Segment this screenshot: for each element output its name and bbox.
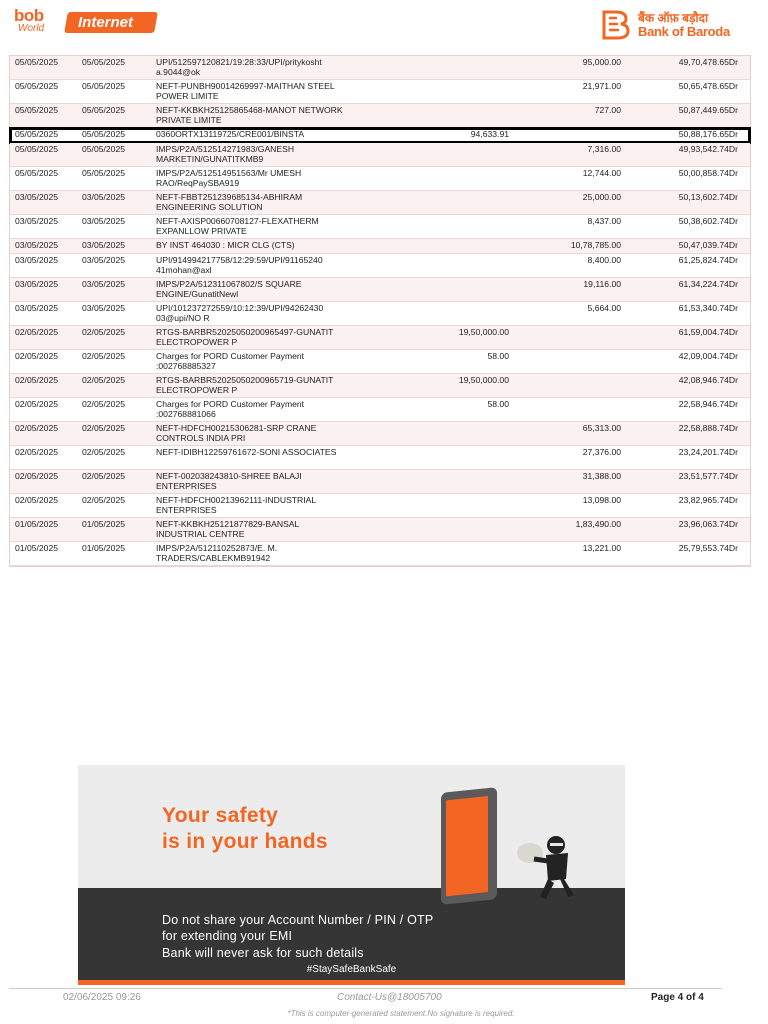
txn-credit: 8,437.00 (587, 216, 621, 226)
txn-balance: 23,24,201.74Dr (678, 447, 738, 457)
footer-generated-at: 02/06/2025 09:26 (63, 992, 141, 1003)
txn-credit: 8,400.00 (587, 255, 621, 265)
txn-credit: 31,388.00 (582, 471, 621, 481)
txn-balance: 50,00,858.74Dr (678, 168, 738, 178)
txn-description: UPI/914994217758/12:29:59/UPI/91165240 41mohan@axl (156, 255, 323, 275)
brand-internet-label: Internet (78, 14, 134, 31)
txn-description: IMPS/P2A/512110252873/E. M. TRADERS/CABLEKMB91942 (156, 543, 278, 563)
table-row (10, 446, 750, 470)
txn-value-date: 02/05/2025 (82, 399, 126, 409)
txn-credit: 95,000.00 (582, 57, 621, 67)
txn-description: NEFT-IDIBH12259761672-SONI ASSOCIATES (156, 447, 337, 457)
banner-line3: Bank will never ask for such details (162, 946, 364, 960)
txn-value-date: 05/05/2025 (82, 81, 126, 91)
txn-credit: 10,78,785.00 (570, 240, 621, 250)
txn-date: 02/05/2025 (15, 375, 59, 385)
txn-balance: 50,65,478.65Dr (678, 81, 738, 91)
table-row (10, 167, 750, 191)
txn-balance: 50,88,176.65Dr (678, 129, 738, 139)
txn-description: BY INST 464030 : MICR CLG (CTS) (156, 240, 295, 250)
txn-description: UPI/101237272559/10:12:39/UPI/94262430 03@upi/NO R (156, 303, 324, 323)
txn-value-date: 05/05/2025 (82, 168, 126, 178)
txn-balance: 50,87,449.65Dr (678, 105, 738, 115)
banner-orange-stripe (78, 980, 625, 985)
txn-credit: 12,744.00 (582, 168, 621, 178)
table-row (10, 191, 750, 215)
txn-date: 03/05/2025 (15, 255, 59, 265)
table-row (10, 542, 750, 566)
table-row (10, 326, 750, 350)
brand-bob: bob (14, 6, 44, 25)
txn-balance: 61,53,340.74Dr (678, 303, 738, 313)
txn-balance: 42,09,004.74Dr (678, 351, 738, 361)
txn-value-date: 05/05/2025 (82, 129, 126, 139)
txn-value-date: 03/05/2025 (82, 303, 126, 313)
txn-credit: 21,971.00 (582, 81, 621, 91)
txn-date: 02/05/2025 (15, 327, 59, 337)
txn-balance: 50,47,039.74Dr (678, 240, 738, 250)
txn-date: 02/05/2025 (15, 399, 59, 409)
txn-description: NEFT-HDFCH00213962111-INDUSTRIAL ENTERPRISES (156, 495, 316, 515)
txn-value-date: 02/05/2025 (82, 447, 126, 457)
txn-balance: 61,34,224.74Dr (678, 279, 738, 289)
txn-description: NEFT-KKBKH25125865468-MANOT NETWORK PRIVATE LIMITE (156, 105, 343, 125)
txn-description: NEFT-PUNBH90014269997-MAITHAN STEEL POWER LIMITE (156, 81, 335, 101)
banner-hashtag: #StaySafeBankSafe (306, 964, 397, 975)
txn-credit: 27,376.00 (582, 447, 621, 457)
table-row (10, 470, 750, 494)
txn-description: 0360ORTX13119725/CRE001/BINSTA (156, 129, 305, 139)
txn-balance: 42,08,946.74Dr (678, 375, 738, 385)
txn-debit: 94,633.91 (470, 129, 509, 139)
txn-value-date: 05/05/2025 (82, 105, 126, 115)
banner-line2: for extending your EMI (162, 929, 293, 943)
txn-value-date: 02/05/2025 (82, 351, 126, 361)
txn-date: 05/05/2025 (15, 105, 59, 115)
txn-debit: 19,50,000.00 (458, 327, 509, 337)
brand-internet-badge (64, 12, 158, 33)
txn-balance: 50,13,602.74Dr (678, 192, 738, 202)
txn-description: UPI/512597120821/19:28:33/UPI/pritykosht a.9044@ok (156, 57, 322, 77)
txn-description: NEFT-AXISP00660708127-FLEXATHERM EXPANLLOW PRIVATE (156, 216, 319, 236)
txn-credit: 25,000.00 (582, 192, 621, 202)
txn-description: IMPS/P2A/512514951563/Mr UMESH RAO/ReqPaySBA919 (156, 168, 302, 188)
txn-date: 01/05/2025 (15, 519, 59, 529)
txn-balance: 25,79,553.74Dr (678, 543, 738, 553)
safety-banner (78, 765, 625, 985)
table-row (10, 518, 750, 542)
table-row (10, 239, 750, 254)
txn-balance: 22,58,946.74Dr (678, 399, 738, 409)
transactions-table (9, 55, 751, 567)
txn-value-date: 03/05/2025 (82, 279, 126, 289)
txn-date: 01/05/2025 (15, 543, 59, 553)
txn-value-date: 02/05/2025 (82, 327, 126, 337)
txn-balance: 23,82,965.74Dr (678, 495, 738, 505)
txn-description: NEFT-002038243810-SHREE BALAJI ENTERPRISES (156, 471, 302, 491)
txn-debit: 58.00 (487, 351, 509, 361)
table-row (10, 143, 750, 167)
bank-name-hindi: बैंक ऑफ़ बड़ौदा (638, 11, 709, 25)
txn-description: Charges for PORD Customer Payment :002768881066 (156, 399, 305, 419)
bank-of-baroda-logo (600, 8, 730, 40)
txn-credit: 7,316.00 (587, 144, 621, 154)
banner-headline (162, 803, 328, 855)
txn-credit: 19,116.00 (583, 279, 621, 289)
thief-icon (508, 823, 588, 903)
txn-description: RTGS-BARBR52025050200965497-GUNATIT ELECTROPOWER P (156, 327, 334, 347)
table-row (10, 80, 750, 104)
footer-note: *This is computer-generated statement.No signature is required. (287, 1009, 515, 1018)
table-row (10, 278, 750, 302)
table-row (10, 398, 750, 422)
txn-date: 05/05/2025 (15, 144, 59, 154)
txn-value-date: 02/05/2025 (82, 375, 126, 385)
txn-date: 02/05/2025 (15, 495, 59, 505)
txn-value-date: 02/05/2025 (82, 423, 126, 433)
txn-description: IMPS/P2A/512514271983/GANESH MARKETIN/GUNATITKMB9 (156, 144, 295, 164)
txn-value-date: 03/05/2025 (82, 192, 126, 202)
table-row (10, 374, 750, 398)
txn-description: IMPS/P2A/512311067802/S SQUARE ENGINE/GunatitNewl (156, 279, 302, 299)
txn-date: 05/05/2025 (15, 81, 59, 91)
txn-date: 03/05/2025 (15, 192, 59, 202)
banner-line1: Do not share your Account Number / PIN / OTP (162, 913, 434, 927)
bank-name-english: Bank of Baroda (638, 24, 730, 39)
txn-balance: 61,59,004.74Dr (678, 327, 738, 337)
footer-divider (9, 988, 722, 989)
phone-icon (441, 787, 497, 905)
txn-credit: 727.00 (594, 105, 621, 115)
table-row (10, 254, 750, 278)
txn-date: 02/05/2025 (15, 471, 59, 481)
txn-value-date: 05/05/2025 (82, 57, 126, 67)
txn-value-date: 03/05/2025 (82, 240, 126, 250)
txn-balance: 23,96,063.74Dr (678, 519, 738, 529)
table-row-highlighted (10, 128, 750, 143)
txn-date: 03/05/2025 (15, 303, 59, 313)
txn-credit: 1,83,490.00 (575, 519, 621, 529)
txn-balance: 49,70,478.65Dr (678, 57, 738, 67)
footer-page-number: Page 4 of 4 (651, 992, 704, 1003)
txn-value-date: 01/05/2025 (82, 519, 126, 529)
txn-date: 02/05/2025 (15, 351, 59, 361)
txn-date: 03/05/2025 (15, 279, 59, 289)
brand-world: World (18, 23, 45, 34)
txn-description: Charges for PORD Customer Payment :002768885327 (156, 351, 305, 371)
table-row (10, 104, 750, 128)
baroda-sun-icon (600, 8, 632, 40)
txn-date: 05/05/2025 (15, 129, 59, 139)
txn-value-date: 03/05/2025 (82, 216, 126, 226)
txn-date: 05/05/2025 (15, 57, 59, 67)
txn-credit: 65,313.00 (582, 423, 621, 433)
table-row (10, 350, 750, 374)
footer-contact: Contact-Us@18005700 (337, 992, 442, 1003)
txn-value-date: 01/05/2025 (82, 543, 126, 553)
phone-screen (446, 796, 488, 896)
txn-description: NEFT-HDFCH00215306281-SRP CRANE CONTROLS INDIA PRI (156, 423, 317, 443)
table-row (10, 302, 750, 326)
txn-description: NEFT-FBBT251239685134-ABHIRAM ENGINEERING SOLUTION (156, 192, 303, 212)
table-row (10, 215, 750, 239)
txn-date: 03/05/2025 (15, 240, 59, 250)
txn-date: 02/05/2025 (15, 447, 59, 457)
txn-balance: 49,93,542.74Dr (678, 144, 738, 154)
txn-date: 03/05/2025 (15, 216, 59, 226)
txn-description: NEFT-KKBKH25121877829-BANSAL INDUSTRIAL CENTRE (156, 519, 299, 539)
banner-headline-line1: Your safety (162, 804, 279, 827)
txn-credit: 5,664.00 (587, 303, 621, 313)
table-row (10, 56, 750, 80)
txn-balance: 61,25,824.74Dr (678, 255, 738, 265)
txn-value-date: 05/05/2025 (82, 144, 126, 154)
txn-date: 02/05/2025 (15, 423, 59, 433)
txn-debit: 58.00 (487, 399, 509, 409)
table-row (10, 494, 750, 518)
txn-credit: 13,221.00 (582, 543, 621, 553)
txn-description: RTGS-BARBR52025050200965719-GUNATIT ELECTROPOWER P (156, 375, 334, 395)
txn-balance: 50,38,602.74Dr (678, 216, 738, 226)
txn-value-date: 03/05/2025 (82, 255, 126, 265)
table-row (10, 422, 750, 446)
txn-debit: 19,50,000.00 (458, 375, 509, 385)
txn-date: 05/05/2025 (15, 168, 59, 178)
txn-credit: 13,098.00 (582, 495, 621, 505)
txn-value-date: 02/05/2025 (82, 471, 126, 481)
txn-balance: 23,51,577.74Dr (678, 471, 738, 481)
banner-headline-line2: is in your hands (162, 830, 328, 853)
txn-value-date: 02/05/2025 (82, 495, 126, 505)
txn-balance: 22,58,888.74Dr (678, 423, 738, 433)
